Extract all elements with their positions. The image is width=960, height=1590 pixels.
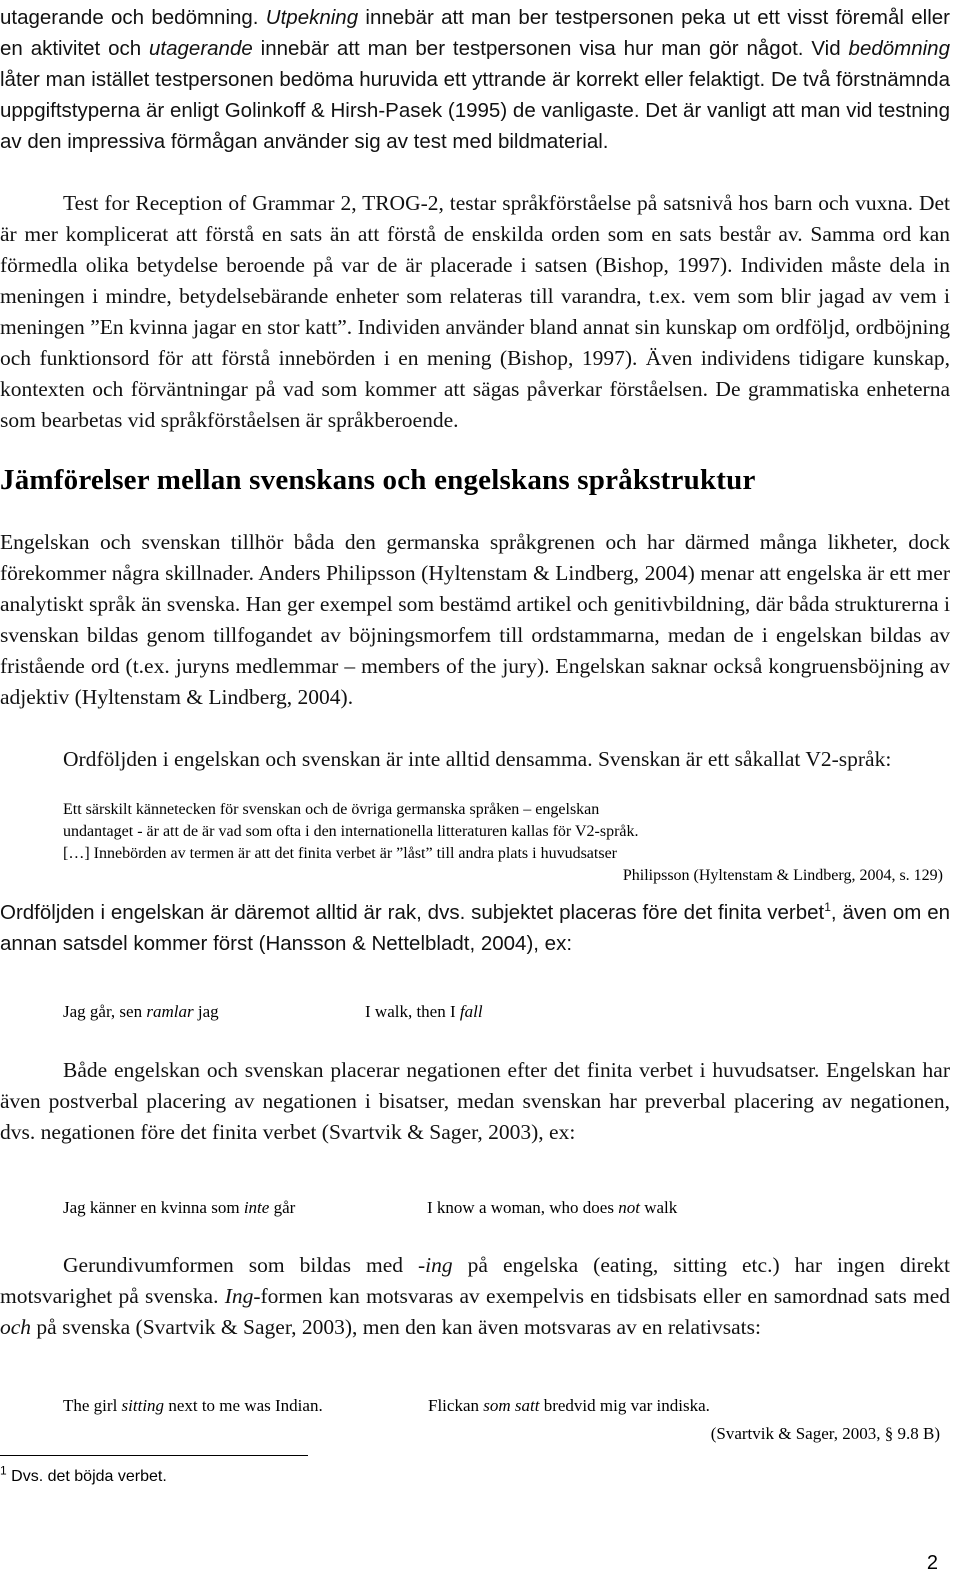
text-run: , även om en annan satsdel kommer först (Hansson & Nettelbladt, 2004), ex: bbox=[0, 901, 951, 955]
example-english bbox=[365, 1000, 483, 1024]
quote-line: […] Innebörden av termen är att det finita verbet är ”låst” till andra plats i huvudsatser bbox=[63, 845, 618, 862]
text-run: Gerundivumformen som bildas med bbox=[63, 1253, 418, 1277]
paragraph-straight-order bbox=[0, 897, 950, 959]
text-run: -formen kan motsvaras av exempelvis en tidsbisats eller en samordnad sats med bbox=[253, 1284, 950, 1308]
text-run: Flickan bbox=[428, 1396, 484, 1415]
text-run: går bbox=[269, 1198, 296, 1217]
text-run: I know a woman, who does bbox=[427, 1198, 619, 1217]
reference-citation: (Svartvik & Sager, 2003, § 9.8 B) bbox=[710, 1424, 940, 1443]
example-english bbox=[427, 1196, 677, 1220]
text-run: utagerande och bedömning. bbox=[0, 6, 266, 29]
italic-term: fall bbox=[459, 1002, 483, 1021]
paragraph-comparison: Engelskan och svenskan tillhör båda den germanska språkgrenen och har därmed många likheter, dock förekommer några skillnader. Anders Philipsson (Hyltenstam & Lindberg, 2004) menar att engelska är ett mer analytiskt språk än svenska. Han ger exempel som bestämd artikel och genitivbildning, där båda strukturerna i svenskan bildas genom tillfogandet av böjningsmorfem till ordstammarna, medan de i engelskan bildas av fristående ord (t.ex. juryns medlemmar – members of the jury). Engelskan saknar också kongruensböjning av adjektiv (Hyltenstam & Lindberg, 2004). bbox=[0, 530, 950, 709]
example-swedish bbox=[428, 1394, 710, 1418]
text-run: på engelska (eating, sitting etc.) har ingen direkt motsvarighet på svenska. bbox=[0, 1253, 950, 1308]
block-quote bbox=[63, 799, 943, 887]
example-swedish bbox=[63, 1196, 295, 1220]
text-run: låter man istället testpersonen bedöma huruvida ett yttrande är korrekt eller felaktigt. De två förstnämnda uppgiftstyperna är enligt Golinkoff & Hirsh-Pasek (1995) de vanligaste. Det är vanligt att man vid testning av den impressiva förmågan använder sig av test med bildmaterial. bbox=[0, 68, 950, 153]
italic-term: som satt bbox=[483, 1396, 540, 1415]
quote-source: Philipsson (Hyltenstam & Lindberg, 2004, s. 129) bbox=[622, 867, 943, 884]
paragraph-intro bbox=[0, 2, 950, 157]
footnote-marker: 1 bbox=[0, 1463, 7, 1478]
section-heading: Jämförelser mellan svenskans och engelskans språkstruktur bbox=[0, 464, 756, 496]
text-run: på svenska (Svartvik & Sager, 2003), men den kan även motsvaras av en relativsats: bbox=[31, 1315, 761, 1339]
italic-term: -ing bbox=[418, 1253, 453, 1277]
footnote-separator bbox=[0, 1455, 308, 1456]
page-number: 2 bbox=[926, 1552, 938, 1574]
example-swedish bbox=[63, 1000, 219, 1024]
italic-term: ramlar bbox=[146, 1002, 194, 1021]
italic-term: utagerande bbox=[149, 37, 253, 60]
text-run: innebär att man ber testpersonen visa hur man gör något. Vid bbox=[252, 37, 849, 60]
paragraph-gerund bbox=[0, 1250, 950, 1343]
text-run: jag bbox=[193, 1002, 219, 1021]
footnote bbox=[0, 1463, 167, 1488]
footnote-text: Dvs. det böjda verbet. bbox=[6, 1468, 167, 1485]
footnote-ref: 1 bbox=[824, 900, 831, 915]
text-run: walk bbox=[639, 1198, 678, 1217]
italic-term: not bbox=[618, 1198, 640, 1217]
text-run: Jag går, sen bbox=[63, 1002, 147, 1021]
text-run: next to me was Indian. bbox=[164, 1396, 323, 1415]
text-run: Ordföljden i engelskan är däremot alltid är rak, dvs. subjektet placeras före det finita verbet bbox=[0, 901, 825, 924]
text-run: innebär att man ber testpersonen peka ut ett visst föremål eller en aktivitet och bbox=[0, 6, 950, 60]
text-run: bredvid mig var indiska. bbox=[539, 1396, 710, 1415]
italic-term: Utpekning bbox=[265, 6, 359, 29]
paragraph-trog: Test for Reception of Grammar 2, TROG-2, testar språkförståelse på satsnivå hos barn och vuxna. Det är mer komplicerat att förstå en sats än att förstå de enskilda orden som en sats består av. Samma ord kan förmedla olika betydelse beroende på var de är placerade i satsen (Bishop, 1997). Individen måste dela in meningen i mindre, betydelsebärande enheter som relateras till varandra, t.ex. vem som blir jagad av vem i meningen ”En kvinna jagar en stor katt”. Individen använder bland annat sin kunskap om ordföljd, ordböjning och funktionsord för att förstå innebörden i en mening (Bishop, 1997). Även individens tidigare kunskap, kontexten och förväntningar på vad som kommer att sägas påverkar förståelsen. De grammatiska enheterna som bearbetas vid språkförståelsen är språkberoende. bbox=[0, 191, 950, 432]
quote-line: undantaget - är att de är vad som ofta i den internationella litteraturen kallas för V2-språk. bbox=[63, 823, 639, 840]
italic-term: bedömning bbox=[848, 37, 950, 60]
italic-term: Ing bbox=[224, 1284, 254, 1308]
text-run: Jag känner en kvinna som bbox=[63, 1198, 244, 1217]
quote-line: Ett särskilt kännetecken för svenskan och de övriga germanska språken – engelskan bbox=[63, 801, 600, 818]
paragraph-word-order: Ordföljden i engelskan och svenskan är inte alltid densamma. Svenskan är ett såkallat V2-språk: bbox=[63, 747, 892, 771]
paragraph-negation: Både engelskan och svenskan placerar negationen efter det finita verbet i huvudsatser. Engelskan har även postverbal placering av negationen i bisatser, medan svenskan har preverbal placering av negationen, dvs. negationen före det finita verbet (Svartvik & Sager, 2003), ex: bbox=[0, 1058, 950, 1144]
text-run: The girl bbox=[63, 1396, 122, 1415]
example-english bbox=[63, 1394, 323, 1418]
text-run: I walk, then I bbox=[365, 1002, 460, 1021]
italic-term: sitting bbox=[121, 1396, 165, 1415]
italic-term: och bbox=[0, 1315, 32, 1339]
italic-term: inte bbox=[243, 1198, 270, 1217]
